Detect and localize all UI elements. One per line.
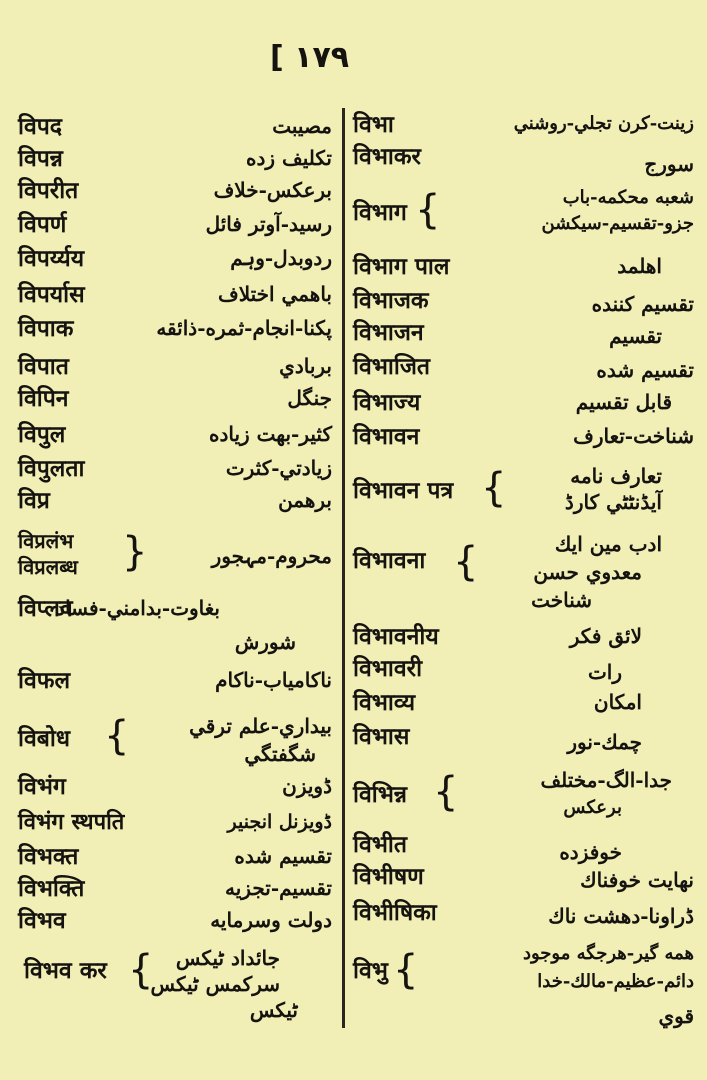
gloss: زيادتي-كثرت — [225, 456, 332, 480]
headword: विभावन — [353, 424, 420, 450]
headword: विभावन पत्र — [353, 478, 454, 504]
headword: विभिन्न — [353, 782, 407, 808]
dictionary-entry — [0, 486, 340, 524]
dictionary-entry — [347, 142, 702, 180]
brace-glyph: } — [122, 529, 148, 575]
dictionary-entry — [347, 462, 702, 522]
gloss: برهمن — [278, 488, 332, 512]
headword: विप्र — [18, 488, 50, 514]
gloss: شناخت-تعارف — [573, 424, 694, 448]
gloss: محروم-مہجور — [211, 544, 332, 568]
gloss: تقسيم شده — [234, 844, 332, 868]
headword: विभव — [18, 908, 66, 934]
headword: विपाक — [18, 316, 74, 342]
gloss-continued: دائم-عظيم-مالك-خدا — [537, 971, 694, 992]
headword: विभावनीय — [353, 624, 439, 650]
gloss: تكليف زده — [246, 146, 332, 170]
headword: विभाजन — [353, 320, 424, 346]
gloss: ادب مين ايك — [554, 532, 662, 556]
gloss: همه گير-هرجگه موجود — [522, 943, 694, 964]
gloss: رات — [587, 660, 622, 684]
dictionary-entry — [0, 772, 340, 810]
dictionary-entry — [0, 712, 340, 776]
gloss: كثير-بهت زياده — [208, 422, 332, 446]
brace-glyph: { — [104, 713, 130, 759]
headword: विभाजित — [353, 354, 431, 380]
dictionary-entry — [0, 420, 340, 458]
gloss: جدا-الگ-مختلف — [540, 768, 672, 792]
dictionary-entry — [347, 722, 702, 760]
headword: विभावना — [353, 548, 426, 574]
gloss: قابل تقسيم — [575, 390, 672, 414]
headword: विभाग — [353, 200, 407, 226]
gloss: امكان — [593, 690, 642, 714]
headword: विभव कर — [24, 958, 107, 984]
gloss: پکنا-انجام-ثمره-ذائقه — [156, 316, 332, 340]
dictionary-entry — [0, 384, 340, 422]
brace-glyph: { — [433, 769, 459, 815]
headword: विफल — [18, 668, 71, 694]
gloss: باهمي اختلاف — [217, 282, 332, 306]
gloss: لائق فكر — [569, 624, 642, 648]
headword: विभु — [353, 958, 388, 984]
gloss: شعبه محكمه-باب — [562, 187, 694, 208]
dictionary-entry — [347, 898, 702, 936]
dictionary-entry-group — [0, 528, 340, 588]
dictionary-entry — [0, 244, 340, 282]
dictionary-entry — [347, 352, 702, 390]
headword: विप्रलंभ — [18, 529, 74, 553]
brace-glyph: { — [128, 947, 154, 993]
dictionary-entry — [0, 314, 340, 352]
right-column — [347, 0, 702, 1080]
dictionary-entry — [347, 318, 702, 356]
gloss: تعارف نامه — [570, 464, 662, 488]
headword: विभक्ति — [18, 876, 85, 902]
gloss-continued: جزو-تقسيم-سيكشن — [541, 213, 694, 234]
dictionary-entry — [0, 944, 340, 1028]
headword: विप्लव — [18, 596, 73, 622]
column-divider — [342, 108, 345, 1028]
gloss-continued: قوي — [658, 1004, 694, 1028]
headword: विभाग पाल — [353, 254, 450, 280]
gloss: بيداري-علم ترقي — [189, 714, 332, 738]
gloss: خوفزده — [559, 840, 622, 864]
gloss: تقسيم كننده — [591, 292, 694, 316]
headword: विभावरी — [353, 656, 423, 682]
gloss: سورج — [644, 152, 694, 176]
headword: विभास — [353, 724, 410, 750]
gloss-continued: سركمس ٹيكس — [150, 972, 280, 996]
dictionary-entry — [347, 530, 702, 614]
gloss: نهايت خوفناك — [580, 868, 694, 892]
gloss: ڈراونا-دهشت ناك — [548, 904, 694, 928]
headword: विपन्न — [18, 146, 63, 172]
gloss: جائداد ٹيكس — [175, 946, 280, 970]
headword: विभंग स्थपति — [18, 810, 125, 835]
dictionary-entry — [0, 906, 340, 944]
dictionary-entry — [0, 808, 340, 846]
headword: विप्रलब्ध — [18, 555, 78, 579]
headword: विपुल — [18, 422, 66, 448]
gloss: زينت-كرن تجلي-روشني — [513, 113, 694, 134]
gloss: رسيد-آوتر فائل — [205, 212, 332, 236]
gloss-continued: شناخت — [531, 588, 592, 612]
gloss: ناكامياب-ناكام — [215, 668, 332, 692]
gloss: جنگل — [287, 386, 332, 410]
dictionary-entry — [0, 594, 340, 658]
dictionary-entry — [347, 654, 702, 692]
dictionary-entry — [347, 422, 702, 460]
gloss-continued: برعكس — [563, 797, 622, 818]
dictionary-entry — [347, 388, 702, 426]
gloss-continued: معدوي حسن — [533, 560, 642, 584]
dictionary-entry — [347, 688, 702, 726]
headword: विपिन — [18, 386, 69, 412]
headword: विपरीत — [18, 178, 79, 204]
gloss: برعكس-خلاف — [213, 178, 332, 202]
headword: विपात — [18, 354, 69, 380]
headword: विभीषिका — [353, 900, 437, 926]
headword: विभाकर — [353, 144, 421, 170]
page-number: [ ۱۷۹ — [270, 40, 350, 75]
headword: विभंग — [18, 774, 66, 800]
dictionary-entry — [347, 766, 702, 826]
gloss-continued: شورش — [234, 630, 296, 654]
gloss-continued: آيڈنٹٹي كارڈ — [564, 490, 662, 514]
dictionary-entry — [0, 666, 340, 704]
dictionary-entry — [0, 280, 340, 318]
headword: विभीत — [353, 832, 407, 858]
gloss: اهلمد — [617, 254, 662, 278]
headword: विपर्य्यय — [18, 246, 85, 272]
gloss-continued: ٹيكس — [249, 998, 298, 1022]
headword: विभाजक — [353, 288, 429, 314]
dictionary-entry — [347, 184, 702, 244]
gloss: ڈويزنل انجنير — [227, 811, 332, 833]
gloss: دولت وسرمايه — [210, 908, 332, 932]
headword: विभीषण — [353, 864, 424, 890]
gloss: بغاوت-بدامني-فساد — [56, 596, 220, 620]
headword: विभाज्य — [353, 390, 421, 416]
gloss: ڈويزن — [282, 774, 332, 798]
headword: विबोध — [18, 726, 70, 752]
dictionary-entry — [0, 176, 340, 214]
brace-glyph: { — [453, 539, 479, 585]
gloss-continued: شگفتگي — [244, 742, 316, 766]
gloss: تقسيم-تجزيه — [225, 876, 332, 900]
gloss: ردوبدل-وہم — [230, 246, 332, 270]
headword: विपुलता — [18, 456, 85, 482]
headword: विभाव्य — [353, 690, 416, 716]
headword: विभक्त — [18, 844, 79, 870]
gloss: چمك-نور — [567, 730, 642, 754]
headword: विपर्ण — [18, 212, 67, 238]
gloss: تقسيم شده — [596, 358, 694, 382]
dictionary-entry — [347, 940, 702, 1032]
headword: विभा — [353, 112, 394, 138]
gloss: مصيبت — [272, 114, 332, 138]
dictionary-entry — [0, 210, 340, 248]
brace-glyph: { — [393, 947, 419, 993]
dictionary-entry — [347, 252, 702, 290]
headword: विपर्यास — [18, 282, 85, 308]
brace-glyph: { — [481, 465, 507, 511]
headword: विपद — [18, 114, 63, 140]
gloss: بربادي — [279, 354, 332, 378]
left-column — [0, 0, 340, 1080]
gloss: تقسيم — [609, 324, 662, 348]
brace-glyph: { — [415, 187, 441, 233]
dictionary-entry — [347, 862, 702, 900]
